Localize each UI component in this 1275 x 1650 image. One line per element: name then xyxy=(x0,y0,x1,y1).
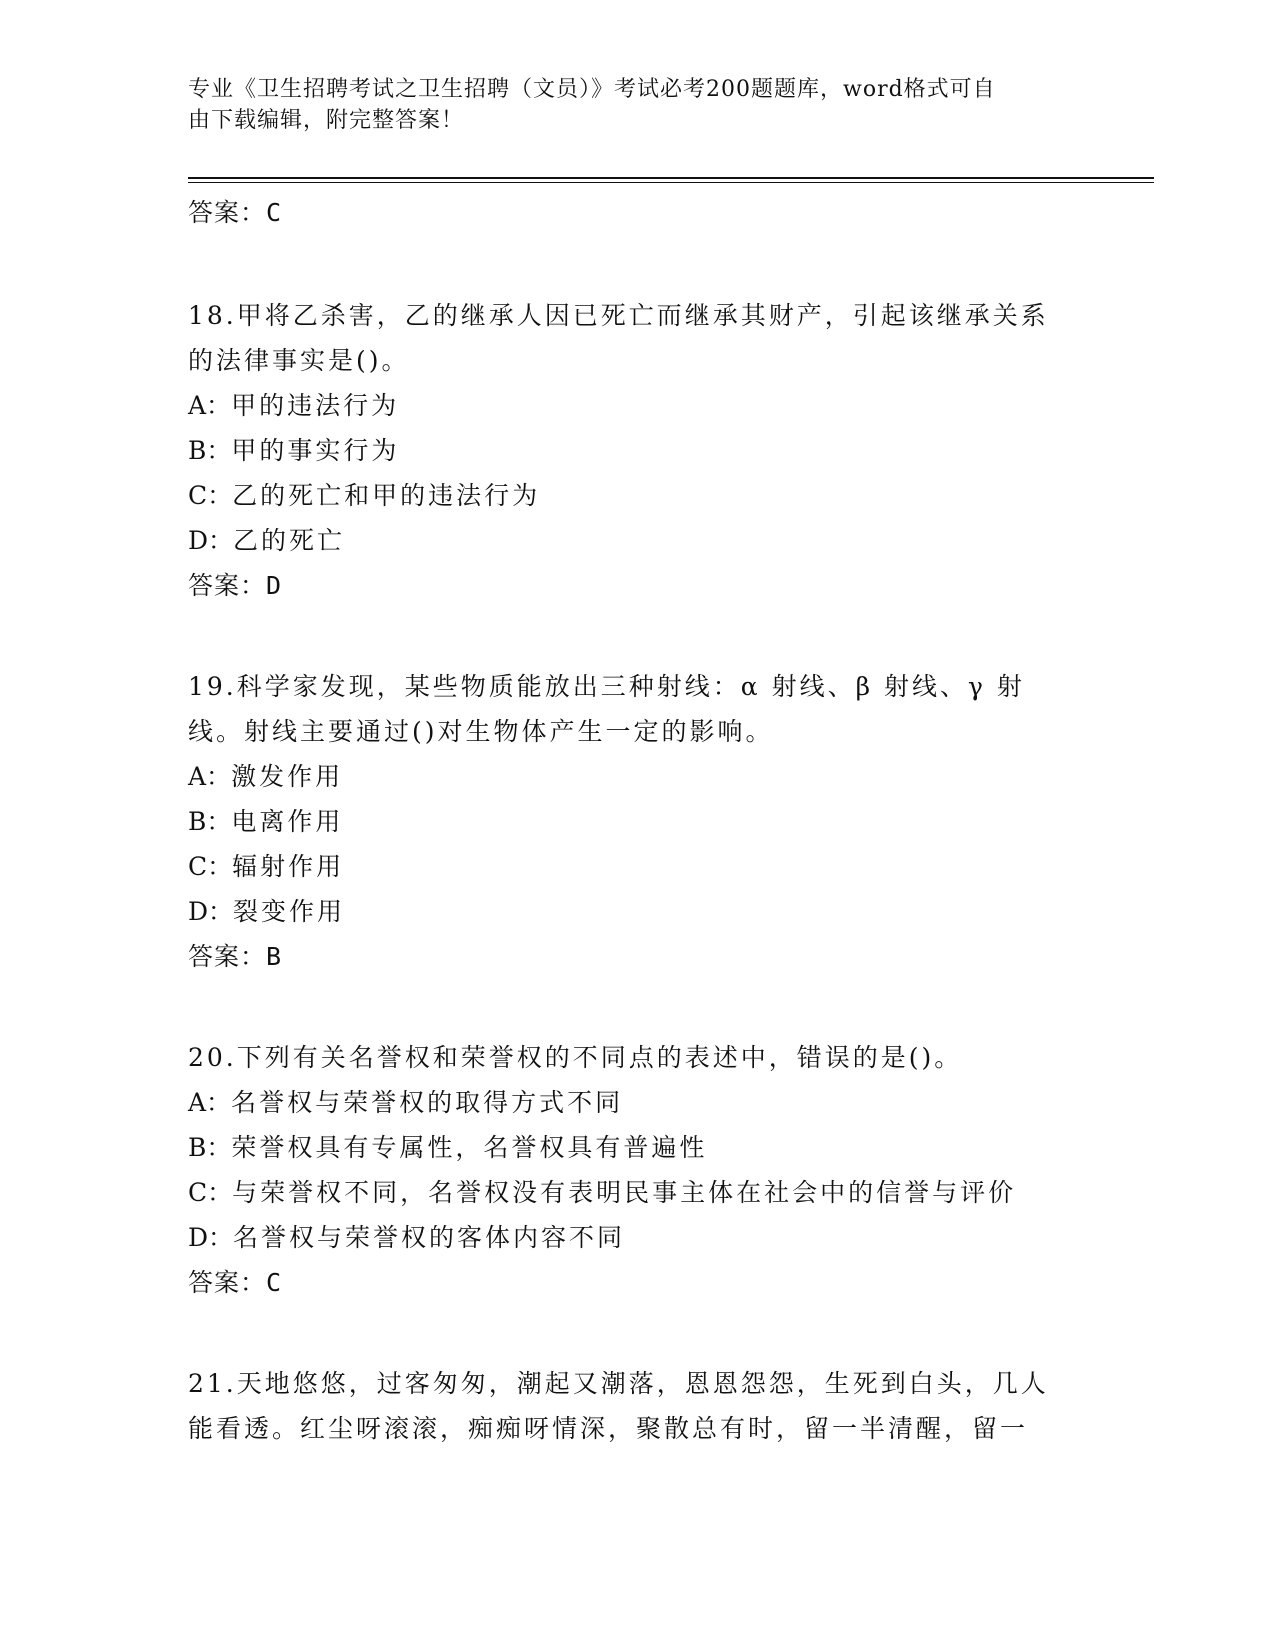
question-stem-line: 的法律事实是()。 xyxy=(188,346,410,375)
option-a xyxy=(188,1080,1088,1125)
answer-line xyxy=(188,934,1088,979)
header-line-1: 专业《卫生招聘考试之卫生招聘（文员）》考试必考200题题库，word格式可自 xyxy=(188,77,996,102)
question-20 xyxy=(188,1035,1088,1305)
answer-label: 答案： xyxy=(188,571,267,600)
question-list xyxy=(188,190,1088,1451)
option-text: 激发作用 xyxy=(231,762,344,791)
option-text: 裂变作用 xyxy=(233,897,346,926)
option-b xyxy=(188,799,1088,844)
option-text: 甲的事实行为 xyxy=(231,436,400,465)
option-a xyxy=(188,754,1088,799)
question-stem-line: 线。射线主要通过()对生物体产生一定的影响。 xyxy=(188,717,774,746)
question-stem-line: 20.下列有关名誉权和荣誉权的不同点的表述中，错误的是()。 xyxy=(188,1043,963,1072)
option-key: D： xyxy=(188,897,234,926)
option-key: A： xyxy=(188,762,232,791)
option-text: 名誉权与荣誉权的取得方式不同 xyxy=(231,1088,624,1117)
question-stem-line: 19.科学家发现，某些物质能放出三种射线：α 射线、β 射线、γ 射 xyxy=(188,672,1025,701)
answer-label: 答案： xyxy=(188,1268,267,1297)
header-divider-thick xyxy=(188,177,1154,179)
option-key: B： xyxy=(188,807,232,836)
header-line-2: 由下载编辑，附完整答案！ xyxy=(188,108,465,133)
answer-value: C xyxy=(266,1268,283,1297)
option-text: 甲的违法行为 xyxy=(231,391,400,420)
option-text: 荣誉权具有专属性，名誉权具有普遍性 xyxy=(231,1133,708,1162)
answer-line xyxy=(188,1260,1088,1305)
question-21 xyxy=(188,1361,1088,1451)
question-stem-line: 能看透。红尘呀滚滚，痴痴呀情深，聚散总有时，留一半清醒，留一 xyxy=(188,1414,1029,1443)
option-key: C： xyxy=(188,1178,233,1207)
option-text: 电离作用 xyxy=(231,807,344,836)
option-key: B： xyxy=(188,1133,232,1162)
option-b xyxy=(188,428,1088,473)
option-key: C： xyxy=(188,852,233,881)
answer-value: B xyxy=(266,942,283,971)
option-text: 乙的死亡 xyxy=(233,526,346,555)
answer-value: D xyxy=(266,571,283,600)
header-divider-thin xyxy=(188,182,1154,183)
answer-value: C xyxy=(266,198,283,227)
option-d xyxy=(188,518,1088,563)
option-d xyxy=(188,889,1088,934)
question-stem-line: 18.甲将乙杀害，乙的继承人因已死亡而继承其财产，引起该继承关系 xyxy=(188,301,1049,330)
option-a xyxy=(188,383,1088,428)
option-key: D： xyxy=(188,1223,234,1252)
option-text: 乙的死亡和甲的违法行为 xyxy=(232,481,541,510)
option-text: 辐射作用 xyxy=(232,852,345,881)
answer-label: 答案： xyxy=(188,942,267,971)
option-d xyxy=(188,1215,1088,1260)
option-b xyxy=(188,1125,1088,1170)
option-key: C： xyxy=(188,481,233,510)
question-stem-line: 21.天地悠悠，过客匆匆，潮起又潮落，恩恩怨怨，生死到白头，几人 xyxy=(188,1369,1049,1398)
option-key: D： xyxy=(188,526,234,555)
option-c xyxy=(188,1170,1088,1215)
option-key: A： xyxy=(188,1088,232,1117)
option-key: A： xyxy=(188,391,232,420)
answer-line xyxy=(188,190,1088,235)
option-text: 名誉权与荣誉权的客体内容不同 xyxy=(233,1223,626,1252)
option-text: 与荣誉权不同，名誉权没有表明民事主体在社会中的信誉与评价 xyxy=(232,1178,1017,1207)
answer-line xyxy=(188,563,1088,608)
question-19 xyxy=(188,664,1088,979)
option-c xyxy=(188,844,1088,889)
option-c xyxy=(188,473,1088,518)
document-header xyxy=(188,74,1068,136)
option-key: B： xyxy=(188,436,232,465)
answer-label: 答案： xyxy=(188,198,267,227)
question-18 xyxy=(188,293,1088,608)
